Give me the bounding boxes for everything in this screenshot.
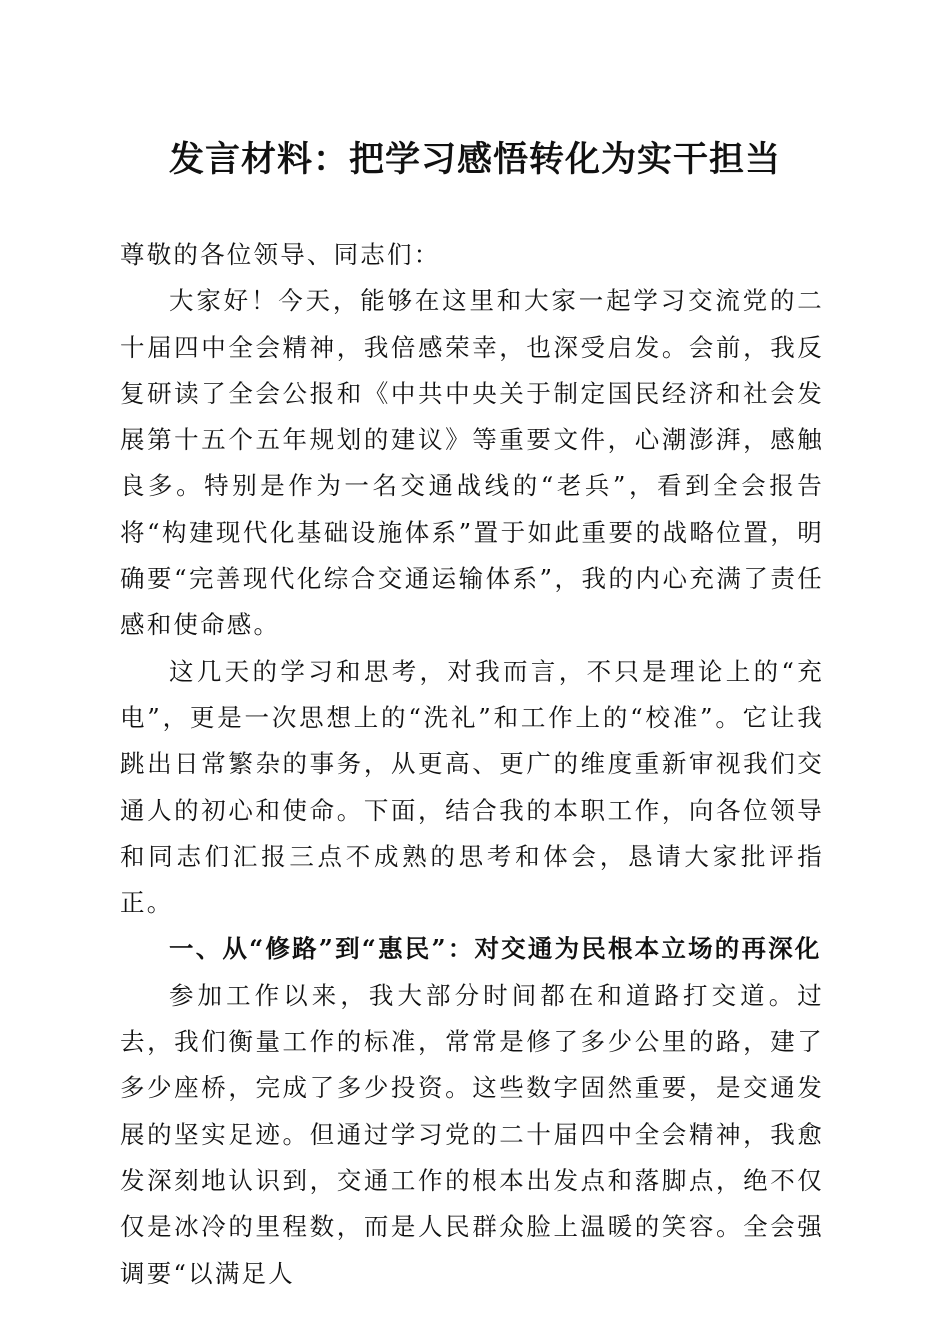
salutation: 尊敬的各位领导、同志们： [120,240,441,269]
paragraph-reflection: 这几天的学习和思考，对我而言，不只是理论上的“充电”，更是一次思想上的“洗礼”和工作上的“校准”。它让我跳出日常繁杂的事务，从更高、更广的维度重新审视我们交通人的初心和使命。下面，结合我的本职工作，向各位领导和同志们汇报三点不成熟的思考和体会，恳请大家批评指正。 [120,656,824,918]
paragraph-opening: 大家好！今天，能够在这里和大家一起学习交流党的二十届四中全会精神，我倍感荣幸，也深受启发。会前，我反复研读了全会公报和《中共中央关于制定国民经济和社会发展第十五个五年规划的建议》等重要文件，心潮澎湃，感触良多。特别是作为一名交通战线的“老兵”，看到全会报告将“构建现代化基础设施体系”置于如此重要的战略位置，明确要“完善现代化综合交通运输体系”，我的内心充满了责任感和使命感。 [120,286,824,640]
document-title: 发言材料：把学习感悟转化为实干担当 [168,139,781,180]
section-paragraph: 参加工作以来，我大部分时间都在和道路打交道。过去，我们衡量工作的标准，常常是修了多少公里的路，建了多少座桥，完成了多少投资。这些数字固然重要，是交通发展的坚实足迹。但通过学习党的二十届四中全会精神，我愈发深刻地认识到，交通工作的根本出发点和落脚点，绝不仅仅是冰冷的里程数，而是人民群众脸上温暖的笑容。全会强调要“以满足人 [120,980,824,1288]
document-body [120,232,824,1297]
section-heading: 一、从“修路”到“惠民”：对交通为民根本立场的再深化 [169,934,822,964]
